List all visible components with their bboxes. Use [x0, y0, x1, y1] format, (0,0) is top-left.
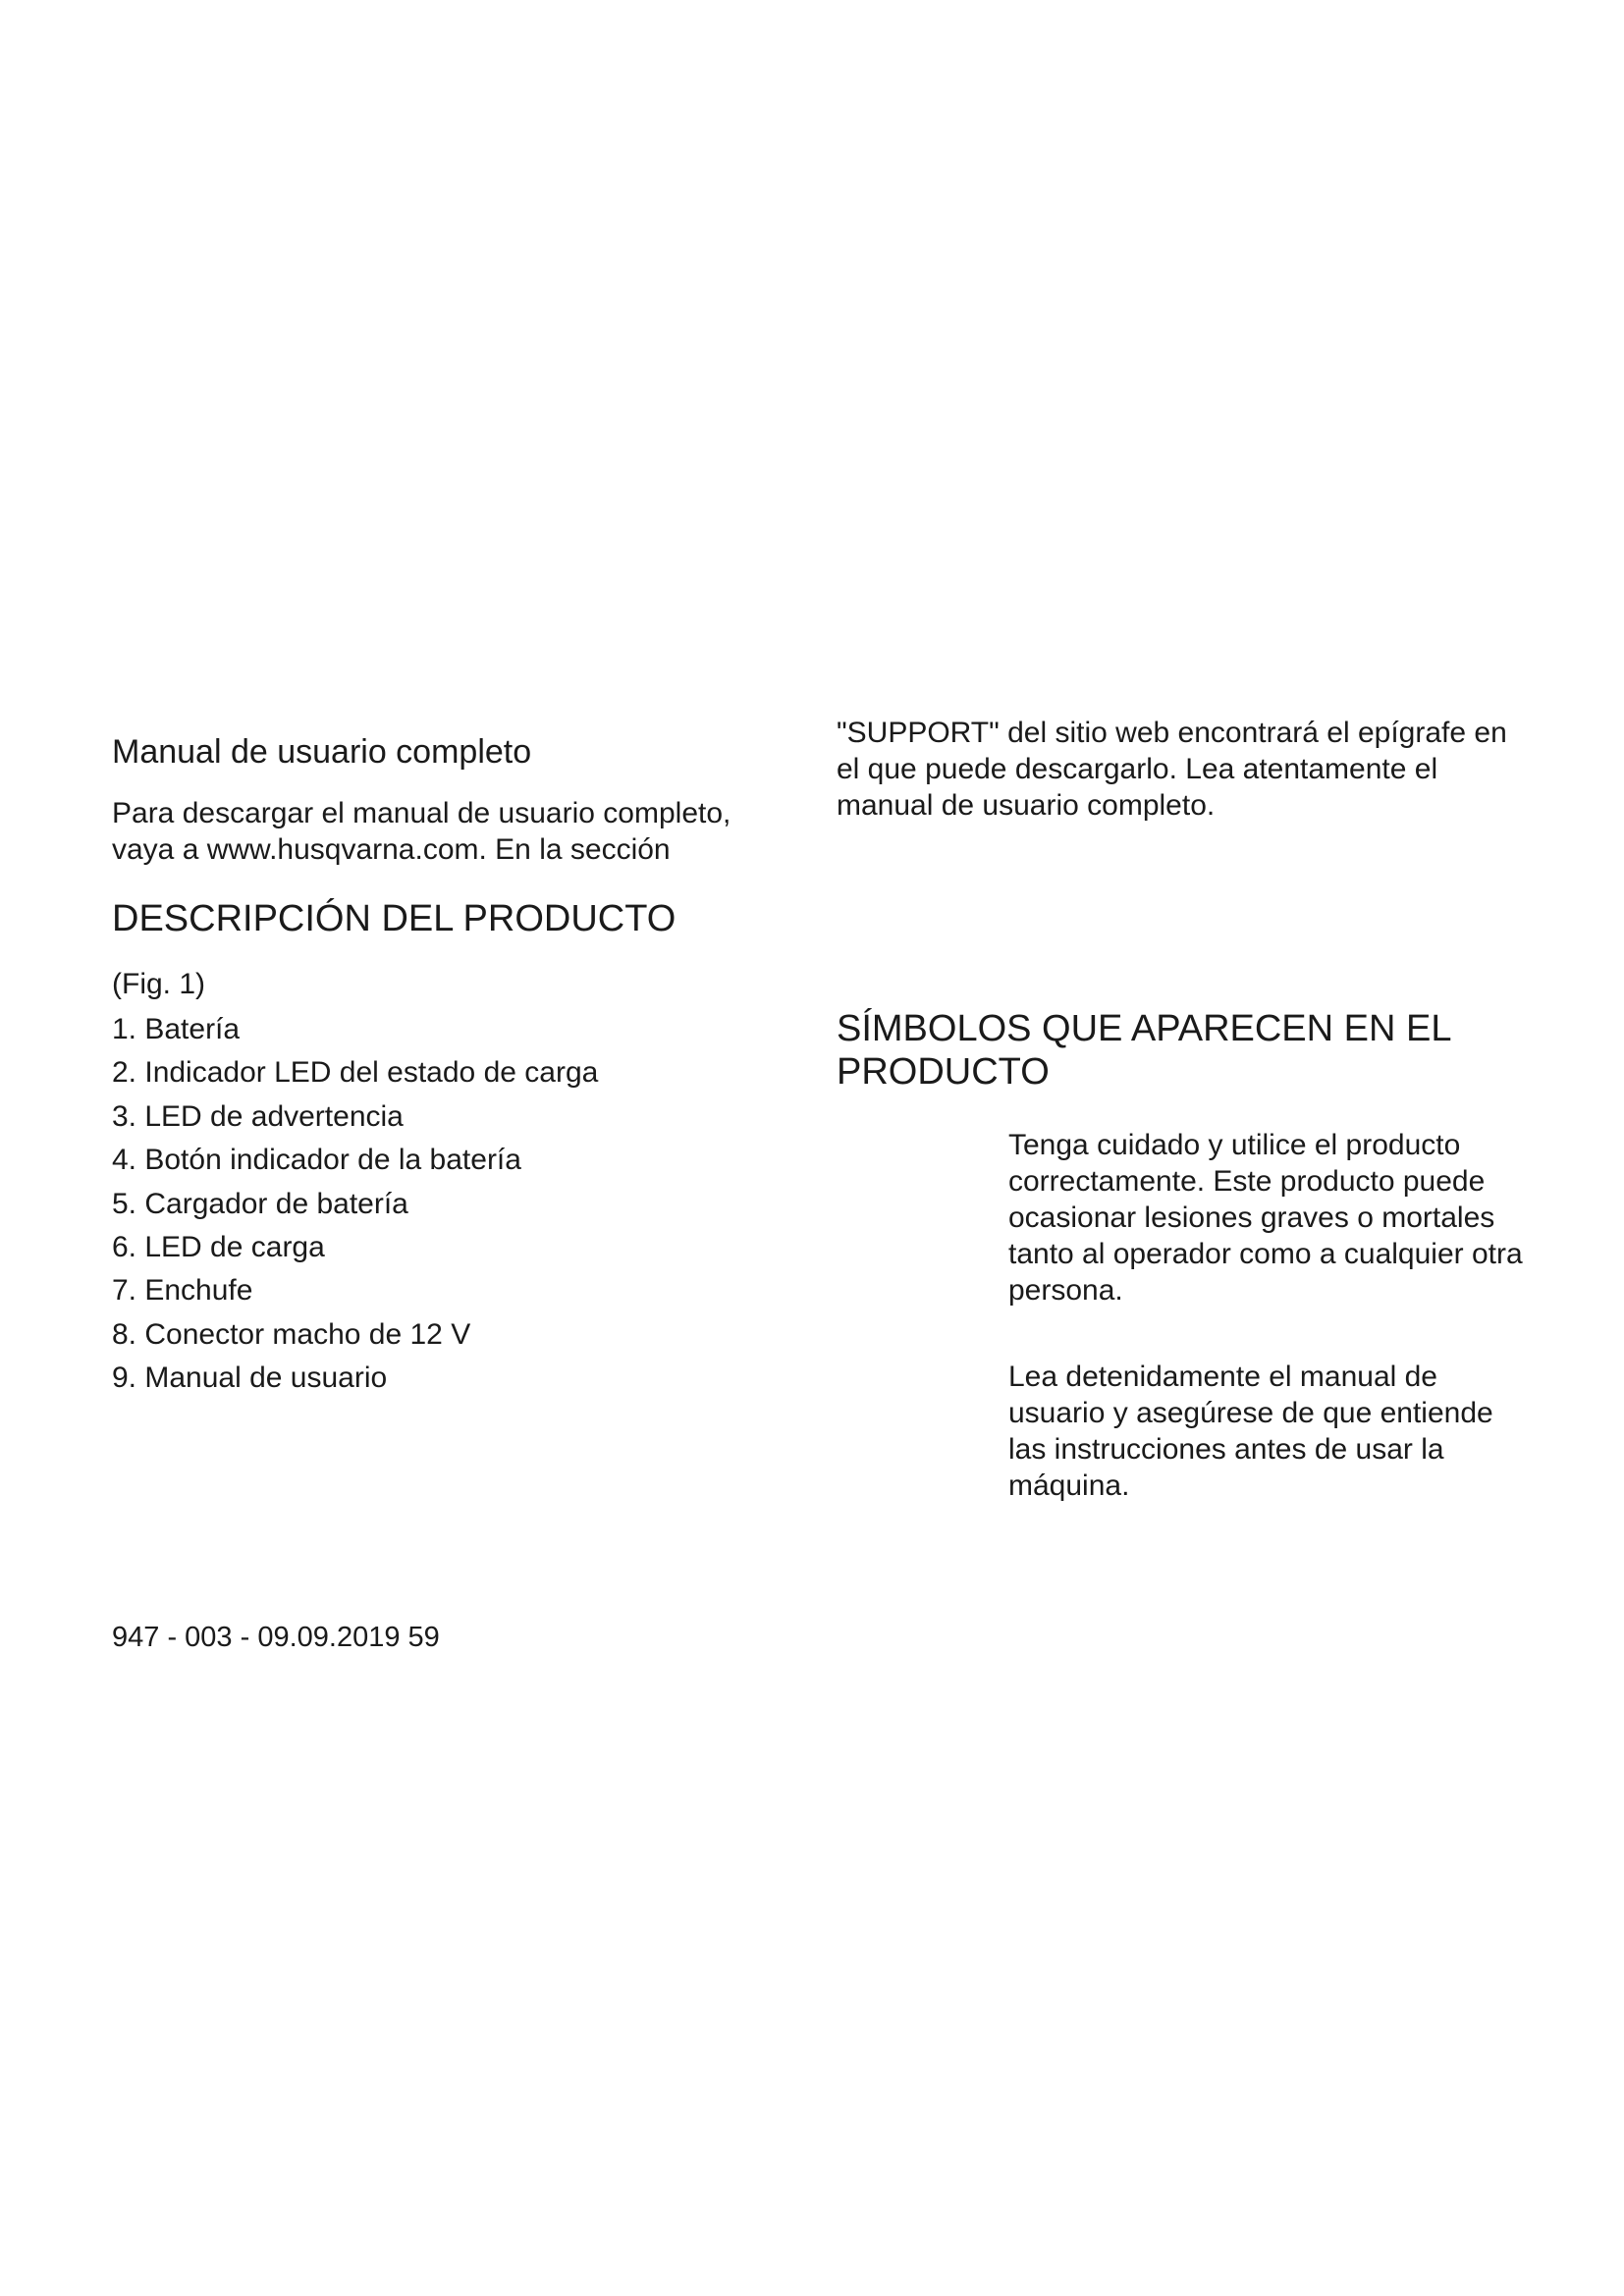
list-item: 2. Indicador LED del estado de carga — [112, 1056, 599, 1090]
list-item: 9. Manual de usuario — [112, 1362, 388, 1395]
list-item: 8. Conector macho de 12 V — [112, 1317, 471, 1351]
manual-heading: Manual de usuario completo — [112, 733, 532, 771]
list-item: 7. Enchufe — [112, 1274, 253, 1308]
page-footer: 947 - 003 - 09.09.2019 59 — [112, 1622, 440, 1653]
list-item: 5. Cargador de batería — [112, 1187, 408, 1220]
symbol-read-manual-text: Lea detenidamente el manual de usuario y asegúrese de que entiende las instrucciones antes de usar la máquina. — [1008, 1361, 1493, 1502]
manual-text: Para descargar el manual de usuario completo, vaya a www.husqvarna.com. En la sección — [112, 797, 731, 866]
component-list — [112, 1011, 799, 1404]
list-item: 3. LED de advertencia — [112, 1099, 404, 1133]
list-item: 6. LED de carga — [112, 1230, 325, 1263]
list-item: 1. Batería — [112, 1013, 241, 1045]
list-item: 4. Botón indicador de la batería — [112, 1144, 521, 1177]
figure-reference: (Fig. 1) — [112, 968, 206, 1000]
symbol-warning-text: Tenga cuidado y utilice el producto correctamente. Este producto puede ocasionar lesiones graves o mortales tanto al operador como a cualquier otra persona. — [1008, 1129, 1523, 1307]
manual-text-continued: "SUPPORT" del sitio web encontrará el epígrafe en el que puede descargarlo. Lea atentamente el manual de usuario completo. — [837, 717, 1507, 822]
symbols-heading: SÍMBOLOS QUE APARECEN EN EL PRODUCTO — [837, 1008, 1451, 1093]
description-heading: DESCRIPCIÓN DEL PRODUCTO — [112, 898, 677, 939]
